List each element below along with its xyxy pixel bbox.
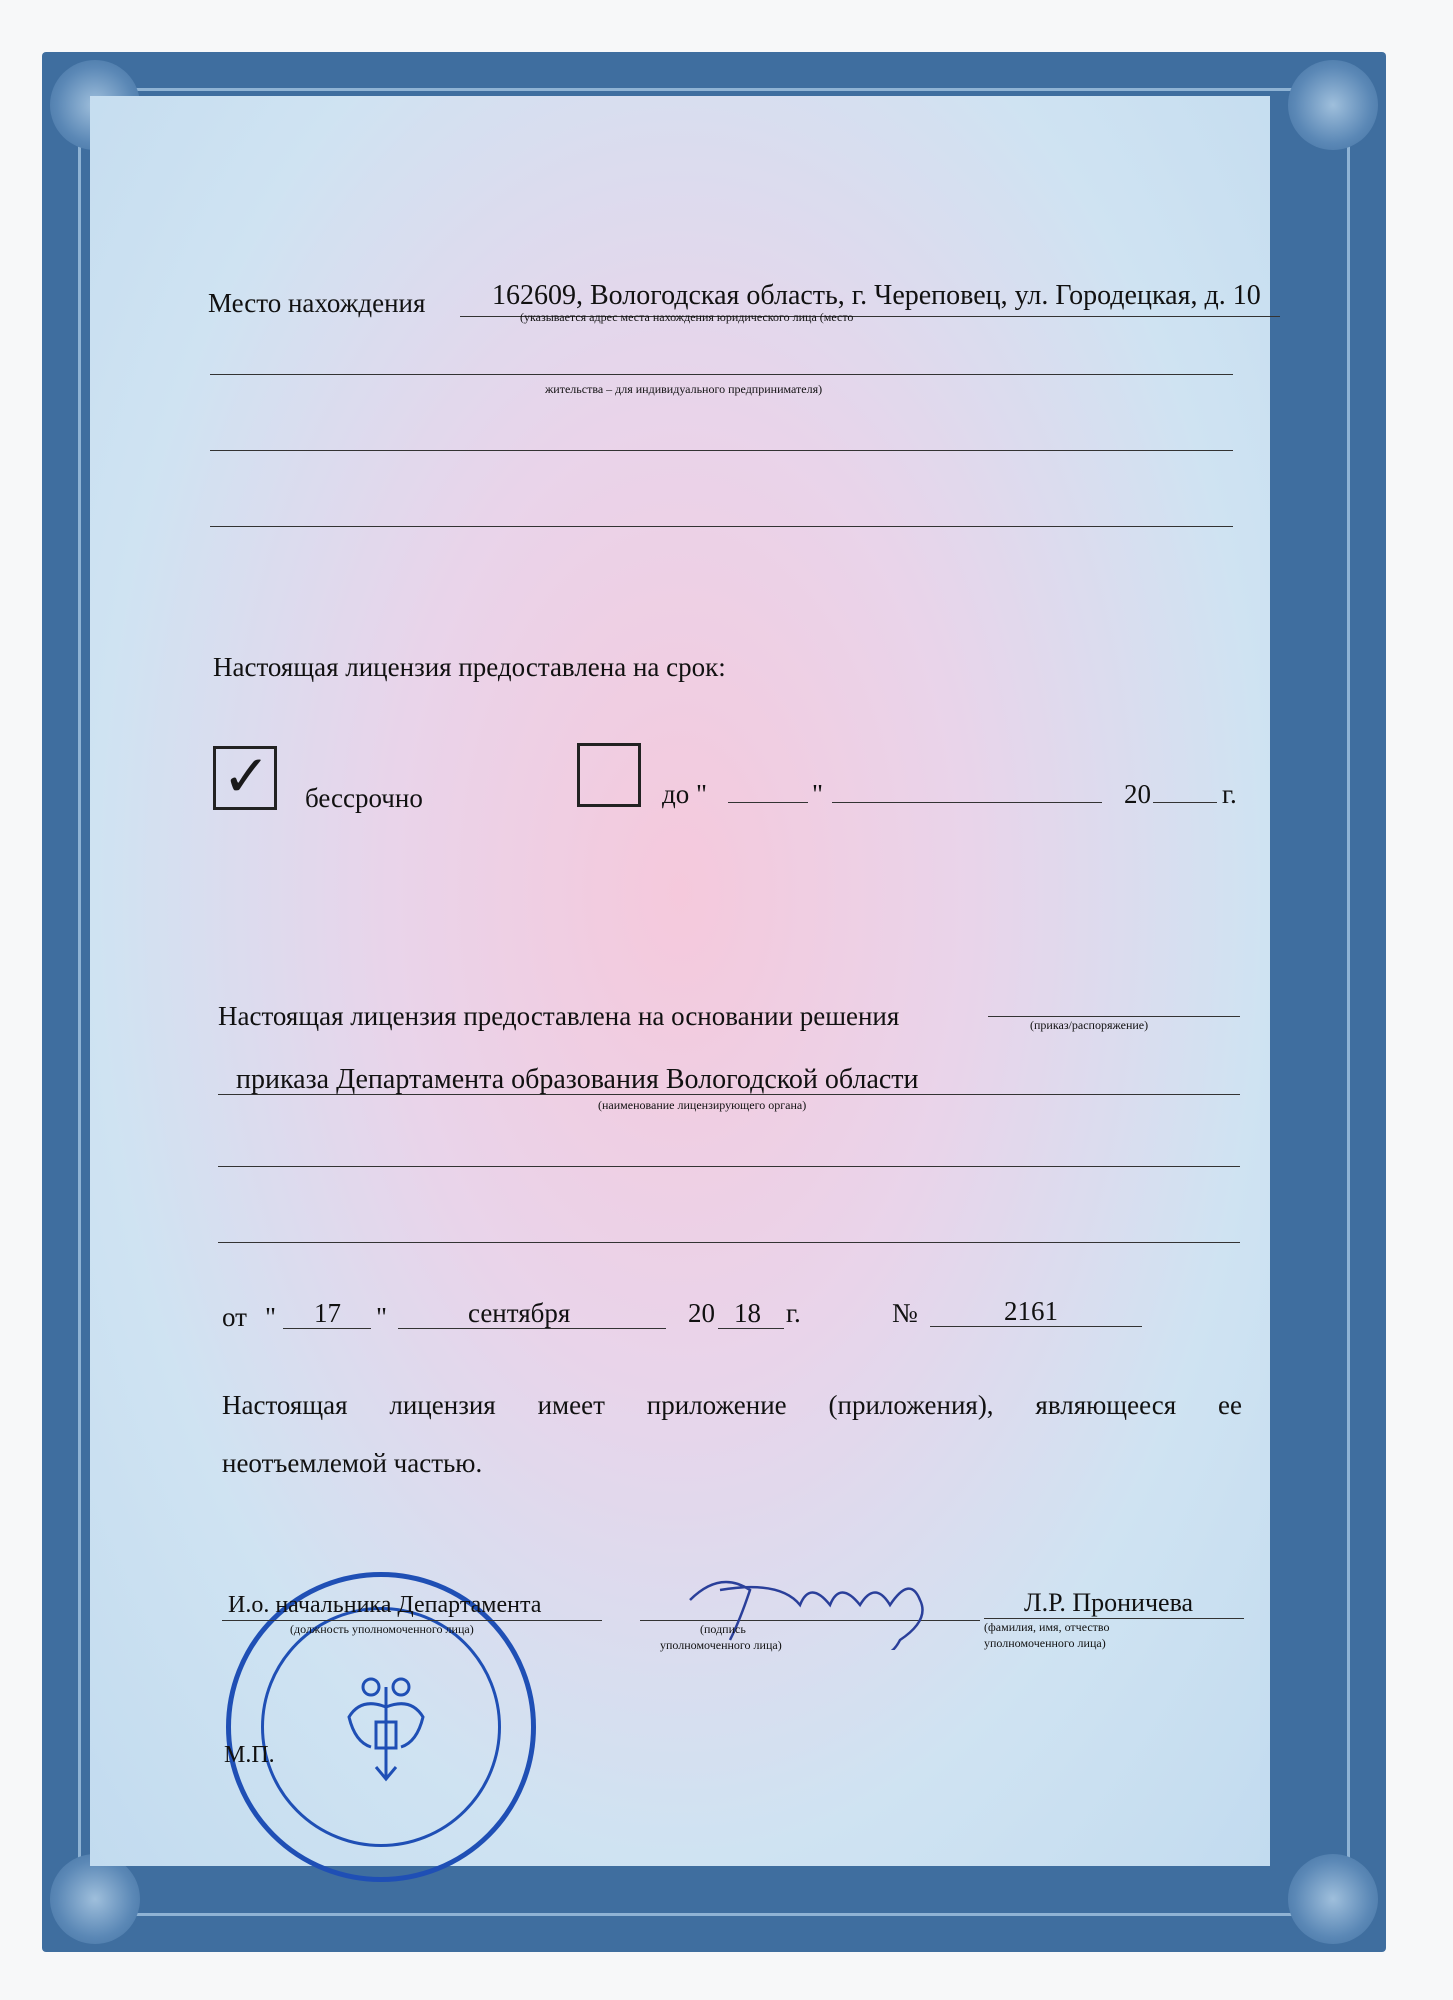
signature-caption-1: (подпись	[700, 1622, 746, 1636]
signatory-name: Л.Р. Проничева	[1024, 1588, 1194, 1617]
decision-number-line	[930, 1326, 1142, 1327]
location-value: 162609, Вологодская область, г. Череповец, ул. Городецкая, д. 10	[492, 280, 1261, 311]
until-quote: "	[812, 779, 824, 809]
basis-order-line	[988, 1016, 1240, 1017]
until-month-line	[832, 802, 1102, 803]
decision-number-label: №	[892, 1298, 918, 1328]
decision-year-suffix: г.	[786, 1298, 801, 1328]
basis-order-caption: (приказ/распоряжение)	[1030, 1018, 1149, 1032]
appendix-line-1: Настоящая лицензия имеет приложение (приложения), являющееся ее	[222, 1390, 1242, 1420]
location-label: Место нахождения	[208, 288, 426, 318]
appendix-line-2: неотъемлемой частью.	[222, 1448, 483, 1478]
location-caption-2: жительства – для индивидуального предпринимателя)	[545, 382, 823, 396]
basis-heading: Настоящая лицензия предоставлена на основании решения	[218, 1001, 900, 1031]
signatory-name-caption-2: уполномоченного лица)	[984, 1636, 1106, 1650]
signatory-name-caption-1: (фамилия, имя, отчество	[984, 1620, 1110, 1634]
location-caption: (указывается адрес места нахождения юридического лица (место	[520, 310, 854, 324]
location-underline-4	[210, 526, 1233, 527]
corner-ornament	[1288, 1854, 1378, 1944]
location-underline-3	[210, 450, 1233, 451]
basis-line-2	[218, 1166, 1240, 1167]
basis-line-3	[218, 1242, 1240, 1243]
signatory-position-line	[222, 1620, 602, 1621]
signatory-position-caption: (должность уполномоченного лица)	[290, 1622, 474, 1636]
until-year-prefix: 20	[1124, 779, 1151, 809]
location-underline-2	[210, 374, 1233, 375]
decision-day: 17	[314, 1298, 341, 1328]
decision-year-line	[718, 1328, 784, 1329]
double-headed-eagle-icon	[341, 1667, 431, 1787]
indefinite-label: бессрочно	[305, 783, 423, 813]
checkmark-icon: ✓	[222, 744, 271, 809]
decision-month: сентября	[468, 1298, 571, 1328]
until-prefix: до "	[662, 779, 708, 809]
signature-caption-2: уполномоченного лица)	[660, 1638, 782, 1652]
decision-month-line	[398, 1328, 666, 1329]
until-day-line	[728, 802, 808, 803]
decision-quote-open: "	[265, 1302, 277, 1332]
basis-authority-line	[218, 1094, 1240, 1095]
corner-ornament	[1288, 60, 1378, 150]
until-year-line	[1153, 802, 1217, 803]
until-checkbox[interactable]	[577, 743, 641, 807]
signatory-position: И.о. начальника Департамента	[228, 1592, 542, 1618]
decision-number: 2161	[1004, 1296, 1058, 1326]
seal-place-label: М.П.	[224, 1742, 275, 1768]
decision-year-prefix: 20	[688, 1298, 715, 1328]
term-heading: Настоящая лицензия предоставлена на срок:	[213, 652, 726, 682]
decision-quote-close: "	[376, 1302, 388, 1332]
decision-year: 18	[734, 1298, 761, 1328]
basis-authority-caption: (наименование лицензирующего органа)	[598, 1098, 807, 1112]
until-year-suffix: г.	[1222, 779, 1237, 809]
decision-from-label: от	[222, 1302, 247, 1332]
decision-day-line	[283, 1328, 371, 1329]
basis-authority: приказа Департамента образования Вологодской области	[236, 1064, 919, 1095]
corner-ornament	[50, 1854, 140, 1944]
signatory-name-line	[984, 1618, 1244, 1619]
